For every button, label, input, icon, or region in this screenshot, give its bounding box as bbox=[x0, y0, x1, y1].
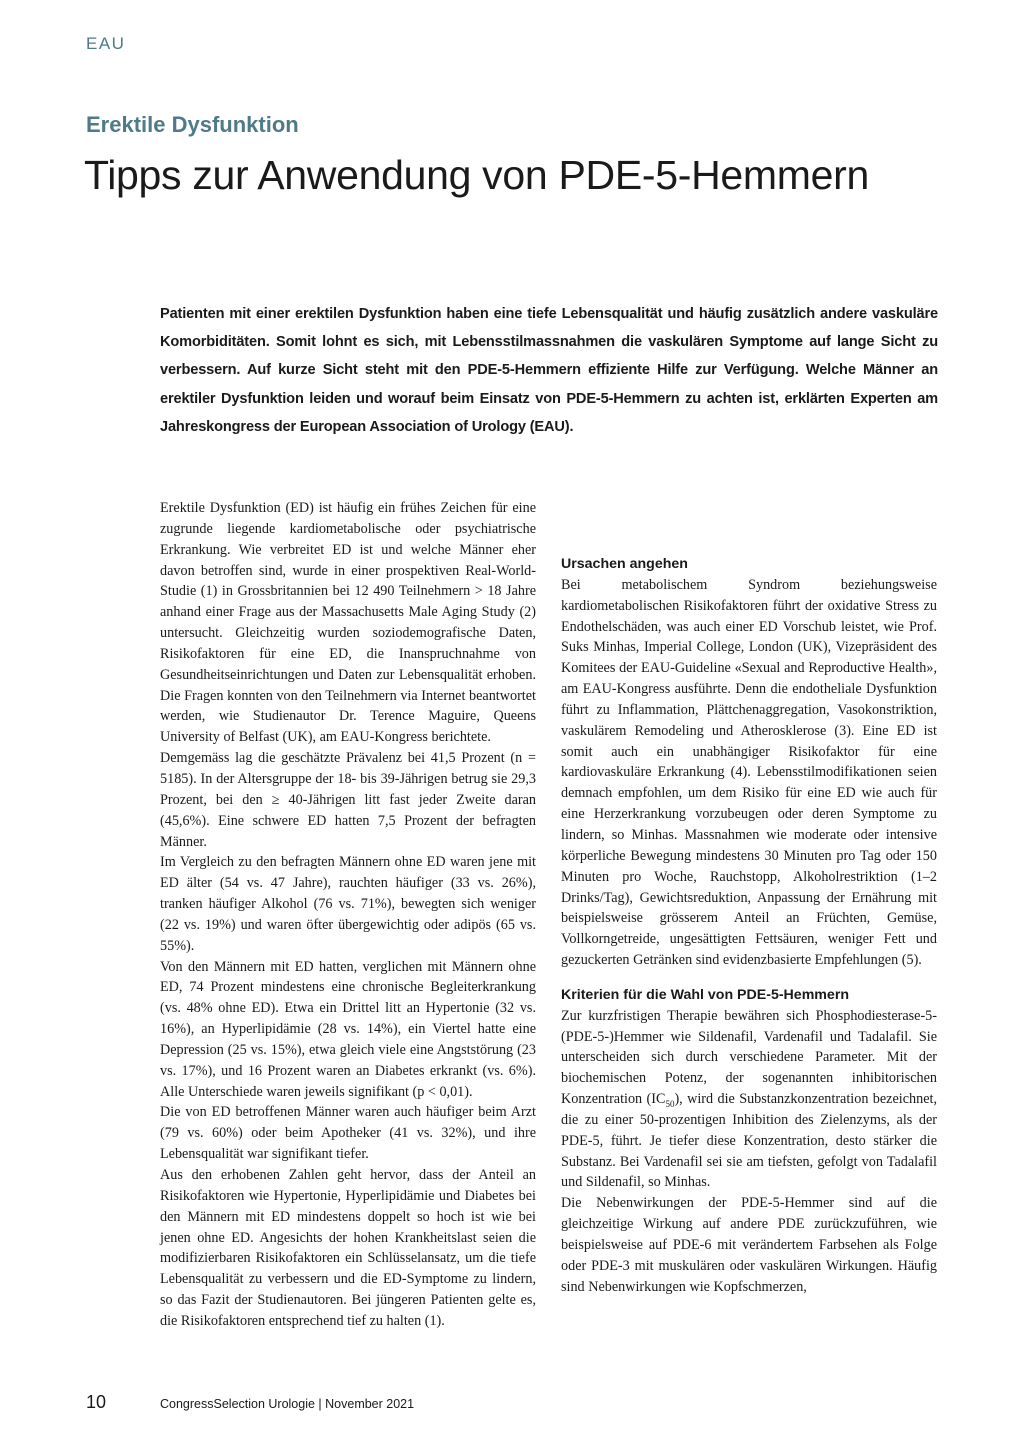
text-fragment: Zur kurzfristigen Therapie bewähren sich Phosphodiesterase-5-(PDE-5-)Hemmer wie Sildenafil, Vardenafil und Tadalafil. Sie unterscheiden sich durch verschiedene Parameter. Mit der biochemischen Potenz, der sogenannten inhibitorischen Konzentration (IC bbox=[561, 1007, 937, 1108]
body-paragraph: Erektile Dysfunktion (ED) ist häufig ein frühes Zeichen für eine zugrunde liegende kardiometabolische oder psychiatrische Erkrankung. Wie verbreitet ED ist und welche Männer eher davon betroffen sind, wurde in einer prospektiven Real-World-Studie (1) in Grossbritannien bei 12 490 Teilnehmern > 18 Jahre anhand einer Frage aus der Massachusetts Male Aging Study (2) untersucht. Gleichzeitig wurden soziodemografische Daten, Risikofaktoren für eine ED, die Inanspruchnahme von Gesundheitseinrichtungen und Daten zur Lebensqualität erhoben. Die Fragen konnten von den Teilnehmern via Internet beantwortet werden, wie Studienautor Dr. Terence Maguire, Queens University of Belfast (UK), am EAU-Kongress berichtete. bbox=[160, 500, 536, 746]
body-paragraph: Die von ED betroffenen Männer waren auch häufiger beim Arzt (79 vs. 60%) oder beim Apotheker (41 vs. 32%), und ihre Lebensqualität war signifikant tiefer. bbox=[160, 1104, 536, 1163]
section-heading-criteria: Kriterien für die Wahl von PDE-5-Hemmern bbox=[561, 986, 850, 1003]
body-paragraph: Aus den erhobenen Zahlen geht hervor, dass der Anteil an Risikofaktoren wie Hypertonie, Hyperlipidämie und Diabetes bei den Männern mit ED mindestens doppelt so hoch ist wie bei jenen ohne ED. Angesichts der hohen Krankheitslast seien die modifizierbaren Risikofaktoren ein Schlüsselansatz, um die tiefe Lebensqualität zu verbessern und die ED-Symptome zu lindern, so das Fazit der Studienautoren. Bei jüngeren Patienten gelte es, die Risikofaktoren entsprechend tief zu halten (1). bbox=[160, 1167, 536, 1329]
body-paragraph bbox=[561, 1006, 937, 1194]
body-paragraph: Die Nebenwirkungen der PDE-5-Hemmer sind auf die gleichzeitige Wirkung auf andere PDE zurückzuführen, wie beispielsweise auf PDE-6 mit verändertem Farbsehen als Folge oder PDE-3 mit muskulären oder vaskulären Wirkungen. Häufig sind Nebenwirkungen wie Kopfschmerzen, bbox=[561, 1195, 937, 1295]
article-lead: Patienten mit einer erektilen Dysfunktion haben eine tiefe Lebensqualität und häufig zusätzlich andere vaskuläre Komorbiditäten. Somit lohnt es sich, mit Lebensstilmassnahmen die vaskulären Symptome auf lange Sicht zu verbessern. Auf kurze Sicht steht mit den PDE-5-Hemmern effiziente Hilfe zur Verfügung. Welche Männer an erektiler Dysfunktion leiden und worauf beim Einsatz von PDE-5-Hemmern zu achten ist, erklärten Experten am Jahreskongress der European Association of Urology (EAU). bbox=[160, 306, 938, 435]
body-paragraph: Von den Männern mit ED hatten, verglichen mit Männern ohne ED, 74 Prozent mindestens eine chronische Begleiterkrankung (vs. 48% ohne ED). Etwa ein Drittel litt an Hypertonie (32 vs. 16%), an Hyperlipidämie (28 vs. 14%), ein Viertel hatte eine Depression (25 vs. 15%), etwa gleich viele eine Angststörung (23 vs. 17%), und 16 Prozent waren an Diabetes erkrankt (vs. 6%). Alle Unterschiede waren jeweils signifikant (p < 0,01). bbox=[160, 958, 536, 1100]
journal-footer: CongressSelection Urologie | November 2021 bbox=[160, 1397, 415, 1411]
body-paragraph: Bei metabolischem Syndrom beziehungsweise kardiometabolischen Risikofaktoren führt der oxidative Stress zu Endothelschäden, was auch einer ED Vorschub leistet, wie Prof. Suks Minhas, Imperial College, London (UK), Vizepräsident des Komitees der EAU-Guideline «Sexual and Reproductive Health», am EAU-Kongress ausführte. Denn die endotheliale Dysfunktion führt zu Inflammation, Plättchenaggregation, Vasokonstriktion, vaskulärem Remodeling und Atherosklerose (3). Eine ED ist somit auch ein unabhängiger Risikofaktor für eine kardiovaskuläre Erkrankung (4). Lebensstilmodifikationen seien demnach empfohlen, um dem Risiko für eine ED wie auch für eine Herzerkrankung vorzubeugen oder deren Symptome zu lindern, so Minhas. Massnahmen wie moderate oder intensive körperliche Bewegung mindestens 30 Minuten pro Tag oder 150 Minuten pro Woche, Rauchstopp, Alkoholrestriktion (1–2 Drinks/Tag), Gewichtsreduktion, Anpassung der Ernährung mit beispielsweise grösserem Anteil an Früchten, Gemüse, Vollkorngetreide, ungesättigten Fettsäuren, weniger Fett und gezuckerten Getränken sind evidenzbasierte Empfehlungen (5). bbox=[561, 576, 937, 969]
right-column bbox=[561, 540, 937, 1298]
body-paragraph: Im Vergleich zu den befragten Männern ohne ED waren jene mit ED älter (54 vs. 47 Jahre), rauchten häufiger (33 vs. 26%), tranken häufiger Alkohol (76 vs. 71%), bewegten sich weniger (22 vs. 19%) und waren öfter übergewichtig oder adipös (65 vs. 55%). bbox=[160, 854, 536, 954]
body-paragraph: Demgemäss lag die geschätzte Prävalenz bei 41,5 Prozent (n = 5185). In der Altersgruppe der 18- bis 39-Jährigen betrug sie 29,3 Prozent, bei den ≥ 40-Jährigen litt fast jeder Zweite daran (45,6%). Eine schwere ED hatten 7,5 Prozent der befragten Männer. bbox=[160, 750, 536, 850]
subscript: 50 bbox=[665, 1098, 675, 1109]
section-tag: EAU bbox=[86, 34, 126, 53]
article-title: Tipps zur Anwendung von PDE-5-Hemmern bbox=[84, 152, 869, 198]
left-column bbox=[160, 498, 536, 1332]
article-kicker: Erektile Dysfunktion bbox=[86, 112, 299, 137]
section-heading-causes: Ursachen angehen bbox=[561, 556, 688, 572]
page-number: 10 bbox=[86, 1392, 107, 1412]
text-fragment: ), wird die Substanzkonzentration bezeichnet, die zu einer 50-prozentigen Inhibition des Zielenzyms, als der PDE-5, führt. Je tiefer diese Konzentration, desto stärker die Substanz. Bei Vardenafil sei sie am tiefsten, gefolgt von Tadalafil und Sildenafil, so Minhas. bbox=[561, 1091, 937, 1191]
